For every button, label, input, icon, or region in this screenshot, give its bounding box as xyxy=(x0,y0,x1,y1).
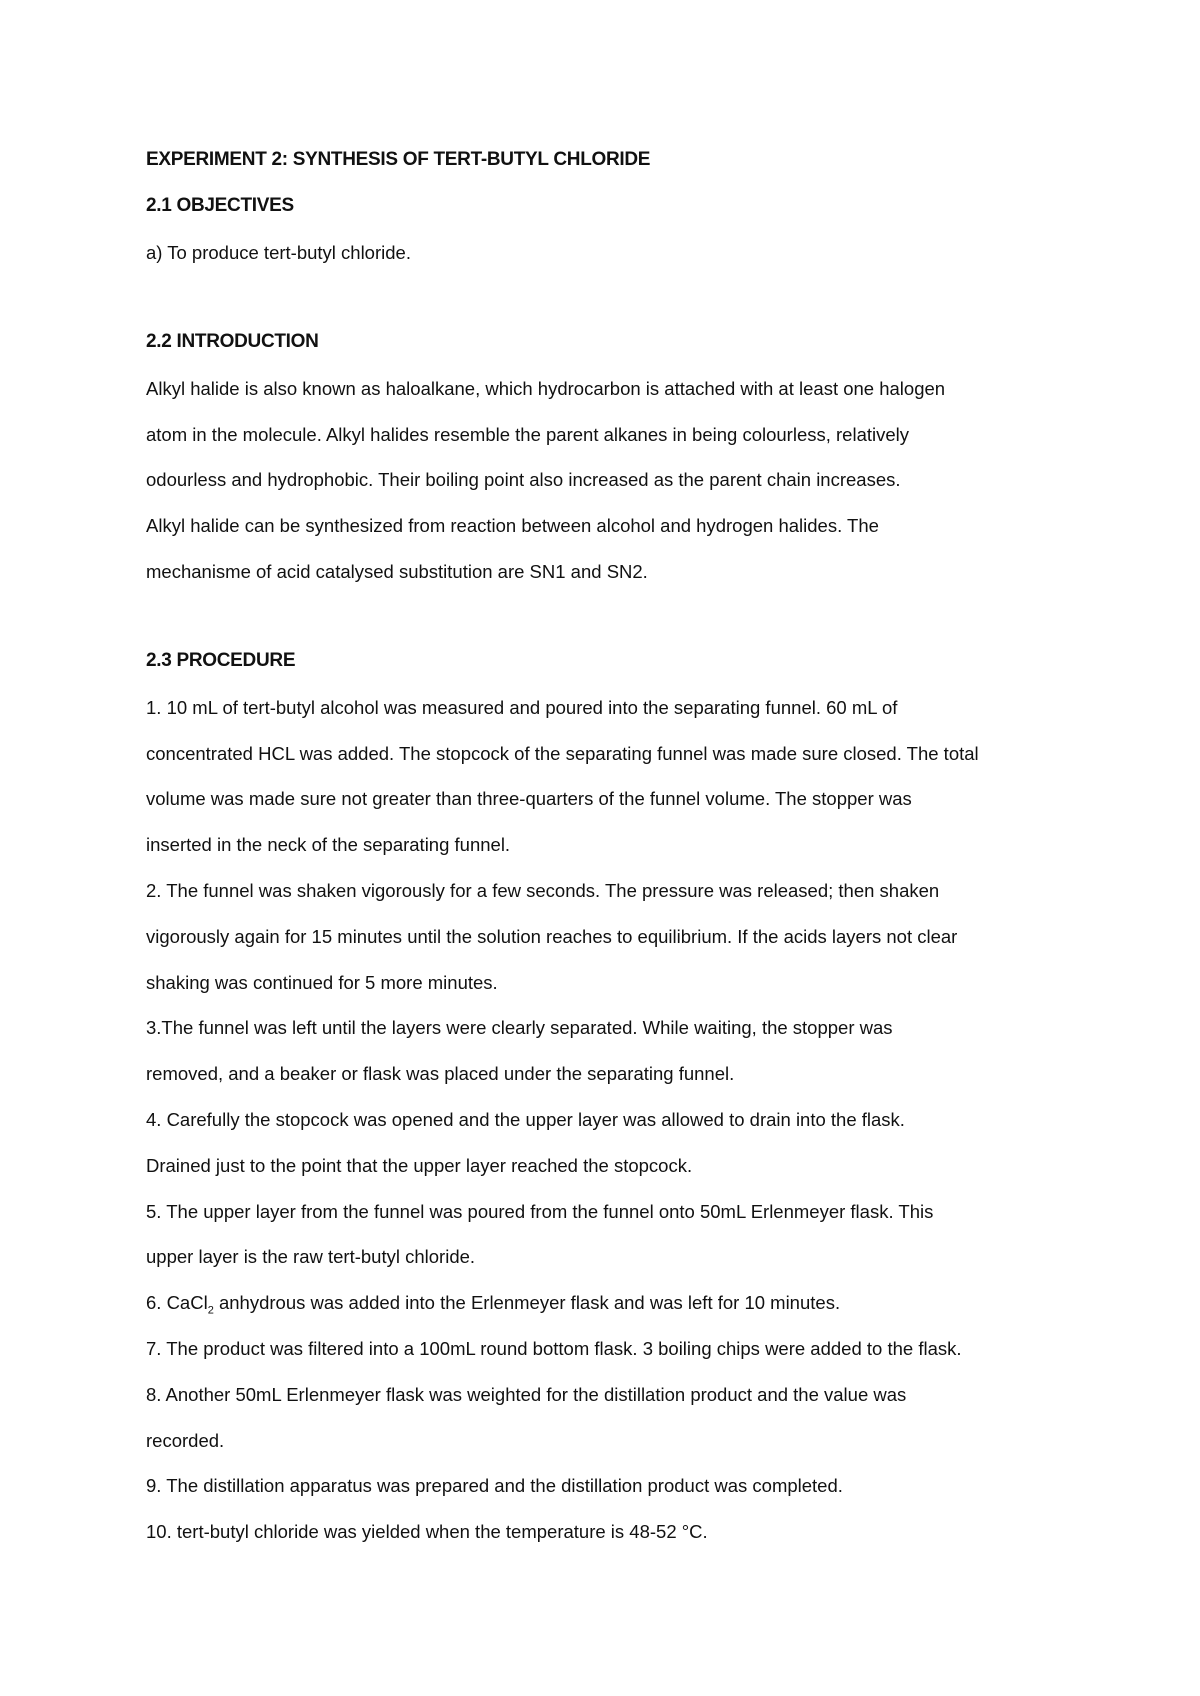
procedure-line: volume was made sure not greater than three-quarters of the funnel volume. The stopper was xyxy=(146,788,912,810)
procedure-line: removed, and a beaker or flask was placed under the separating funnel. xyxy=(146,1063,735,1085)
step6-text-after: anhydrous was added into the Erlenmeyer flask and was left for 10 minutes. xyxy=(213,1292,841,1314)
procedure-line: recorded. xyxy=(146,1429,225,1451)
procedure-line: 7. The product was filtered into a 100mL round bottom flask. 3 boiling chips were added to the flask. xyxy=(146,1337,962,1359)
objective-item: a) To produce tert-butyl chloride. xyxy=(146,242,411,263)
document-title: EXPERIMENT 2: SYNTHESIS OF TERT-BUTYL CHLORIDE xyxy=(146,149,651,170)
procedure-line: shaking was continued for 5 more minutes. xyxy=(146,971,498,993)
procedure-line: Drained just to the point that the upper layer reached the stopcock. xyxy=(146,1154,693,1176)
procedure-line: 3.The funnel was left until the layers were clearly separated. While waiting, the stopper was xyxy=(146,1017,893,1039)
procedure-line: vigorously again for 15 minutes until the solution reaches to equilibrium. If the acids layers not clear xyxy=(146,925,958,947)
introduction-line: Alkyl halide can be synthesized from reaction between alcohol and hydrogen halides. The xyxy=(146,515,879,537)
procedure-line: 9. The distillation apparatus was prepared and the distillation product was completed. xyxy=(146,1475,843,1497)
step6-text-before: 6. CaCl xyxy=(146,1292,208,1314)
introduction-line: odourless and hydrophobic. Their boiling point also increased as the parent chain increases. xyxy=(146,469,901,491)
procedure-line: concentrated HCL was added. The stopcock of the separating funnel was made sure closed. The total xyxy=(146,742,979,764)
procedure-heading: 2.3 PROCEDURE xyxy=(146,649,296,671)
step6-subscript: 2 xyxy=(207,1304,214,1317)
objectives-heading: 2.1 OBJECTIVES xyxy=(146,195,294,216)
procedure-step-6 xyxy=(146,1280,1086,1326)
introduction-line: Alkyl halide is also known as haloalkane, which hydrocarbon is attached with at least one halogen xyxy=(146,377,946,399)
procedure-line: 8. Another 50mL Erlenmeyer flask was weighted for the distillation product and the value was xyxy=(146,1383,907,1405)
document-page xyxy=(146,140,1086,1555)
procedure-line: 4. Carefully the stopcock was opened and the upper layer was allowed to drain into the flask. xyxy=(146,1108,905,1130)
procedure-line: 2. The funnel was shaken vigorously for a few seconds. The pressure was released; then shaken xyxy=(146,879,940,901)
procedure-line: inserted in the neck of the separating funnel. xyxy=(146,834,511,856)
procedure-line: 5. The upper layer from the funnel was poured from the funnel onto 50mL Erlenmeyer flask. This xyxy=(146,1200,934,1222)
procedure-line: 10. tert-butyl chloride was yielded when the temperature is 48-52 °C. xyxy=(146,1521,708,1543)
introduction-line: mechanisme of acid catalysed substitution are SN1 and SN2. xyxy=(146,560,648,582)
procedure-line: upper layer is the raw tert-butyl chloride. xyxy=(146,1246,476,1268)
introduction-line: atom in the molecule. Alkyl halides resemble the parent alkanes in being colourless, relatively xyxy=(146,423,910,445)
procedure-line: 1. 10 mL of tert-butyl alcohol was measured and poured into the separating funnel. 60 mL of xyxy=(146,696,898,718)
introduction-heading: 2.2 INTRODUCTION xyxy=(146,330,319,352)
